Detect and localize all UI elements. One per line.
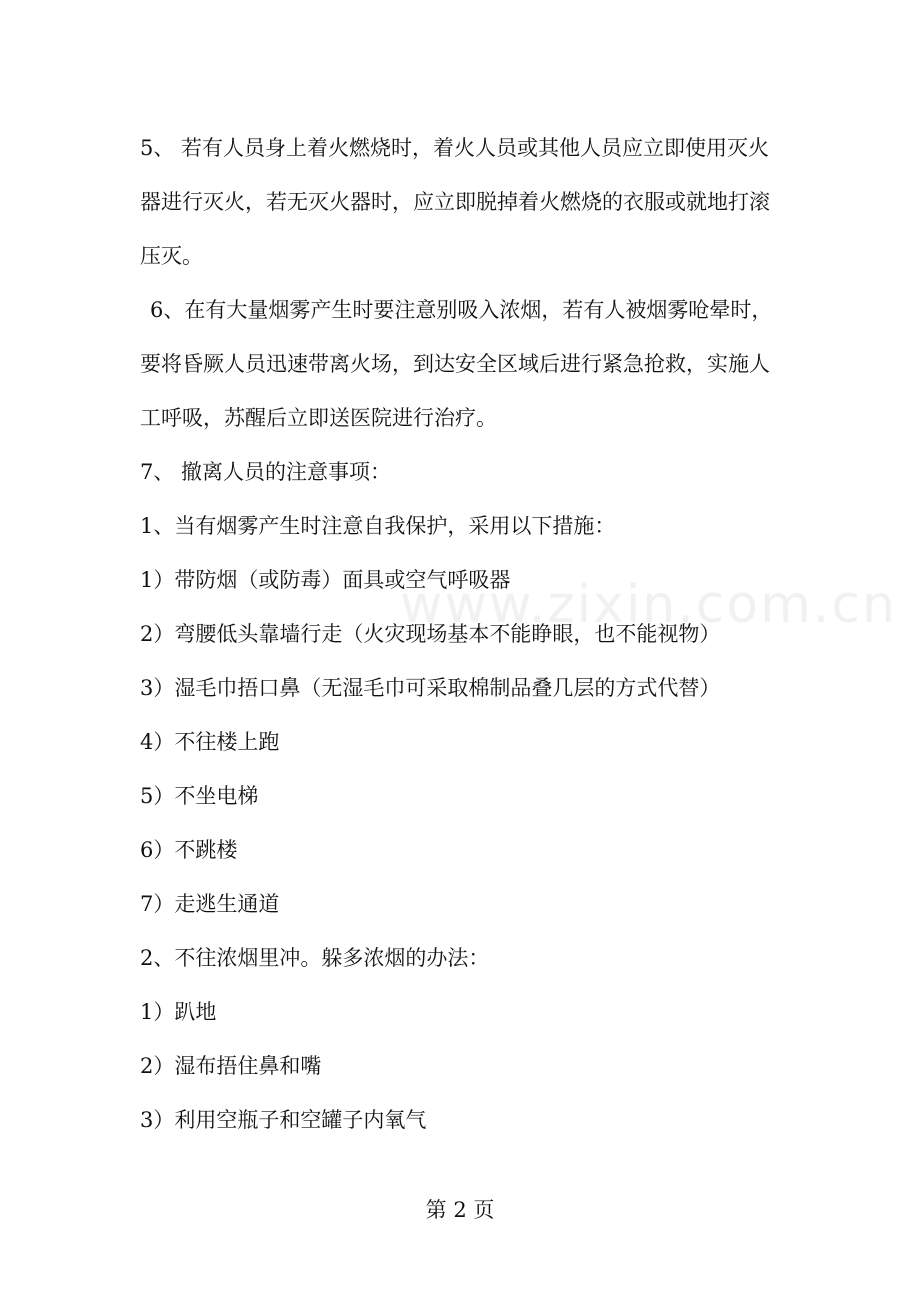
list-item: 5）不坐电梯: [140, 784, 259, 808]
watermark-text: www.zixin.com.cn: [400, 575, 897, 635]
list-item: 1）趴地: [140, 1000, 217, 1024]
paragraph-line: 5、 若有人员身上着火燃烧时，着火人员或其他人员应立即使用灭火: [140, 136, 770, 160]
list-item: 6）不跳楼: [140, 838, 238, 862]
list-heading: 2、不往浓烟里冲。躲多浓烟的办法：: [140, 946, 490, 970]
list-item: 3）湿毛巾捂口鼻（无湿毛巾可采取棉制品叠几层的方式代替）: [140, 676, 721, 700]
paragraph-line: 压灭。: [140, 244, 203, 268]
list-heading: 1、当有烟雾产生时注意自我保护，采用以下措施：: [140, 514, 616, 538]
paragraph-line: 6、在有大量烟雾产生时要注意别吸入浓烟，若有人被烟雾呛晕时，: [150, 298, 773, 322]
paragraph-line: 要将昏厥人员迅速带离火场，到达安全区域后进行紧急抢救，实施人: [140, 352, 770, 376]
page-number: 第 2 页: [425, 1198, 495, 1222]
paragraph-line: 工呼吸，苏醒后立即送医院进行治疗。: [140, 406, 497, 430]
list-item: 2）湿布捂住鼻和嘴: [140, 1054, 322, 1078]
list-item: 3）利用空瓶子和空罐子内氧气: [140, 1108, 427, 1132]
list-item: 7）走逃生通道: [140, 892, 280, 916]
list-item: 4）不往楼上跑: [140, 730, 280, 754]
paragraph-line: 器进行灭火，若无灭火器时，应立即脱掉着火燃烧的衣服或就地打滚: [140, 190, 770, 214]
section-heading: 7、 撤离人员的注意事项：: [140, 460, 392, 484]
list-item: 2）弯腰低头靠墙行走（火灾现场基本不能睁眼，也不能视物）: [140, 622, 721, 646]
list-item: 1）带防烟（或防毒）面具或空气呼吸器: [140, 568, 511, 592]
